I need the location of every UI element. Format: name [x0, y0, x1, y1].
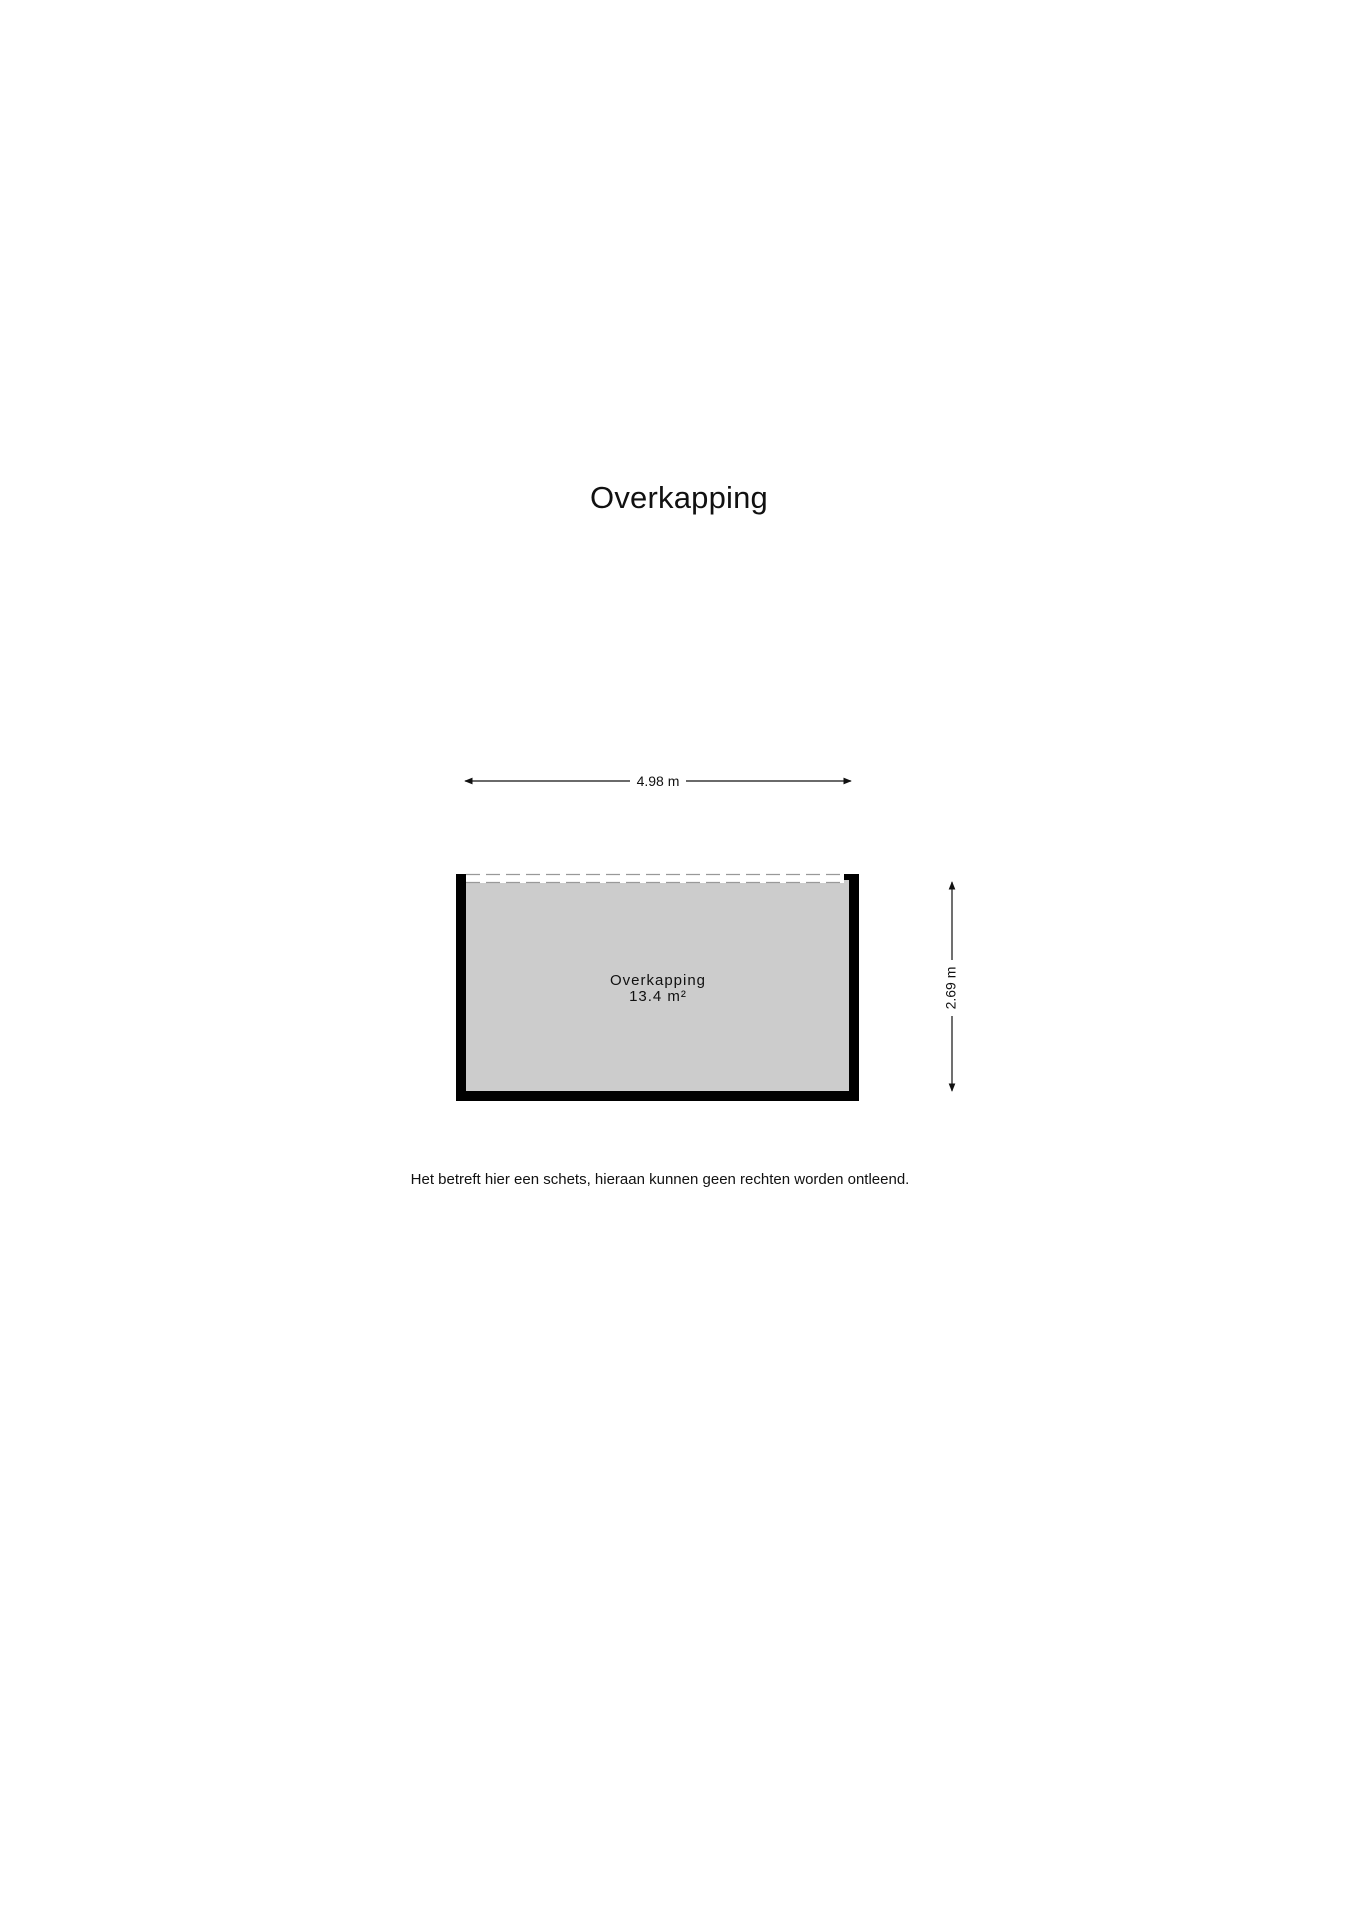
width-dimension-label: 4.98 m: [636, 773, 680, 789]
page-title: Overkapping: [590, 480, 768, 515]
open-side: [466, 874, 844, 883]
room-area-label: 13.4 m²: [629, 988, 687, 1005]
wall-bottom: [456, 1091, 859, 1101]
wall-top-right-stub: [844, 874, 859, 880]
wall-left: [456, 874, 466, 1101]
open-side-strip: [466, 874, 844, 883]
width-dimension: [465, 773, 851, 789]
depth-dimension-label: 2.69 m: [942, 966, 959, 1010]
wall-right: [849, 874, 859, 1101]
depth-dimension: [943, 882, 959, 1091]
wall-top-left-stub: [456, 874, 466, 880]
disclaimer-text: Het betreft hier een schets, hieraan kunnen geen rechten worden ontleend.: [410, 1171, 910, 1188]
room-name-label: Overkapping: [609, 972, 707, 989]
